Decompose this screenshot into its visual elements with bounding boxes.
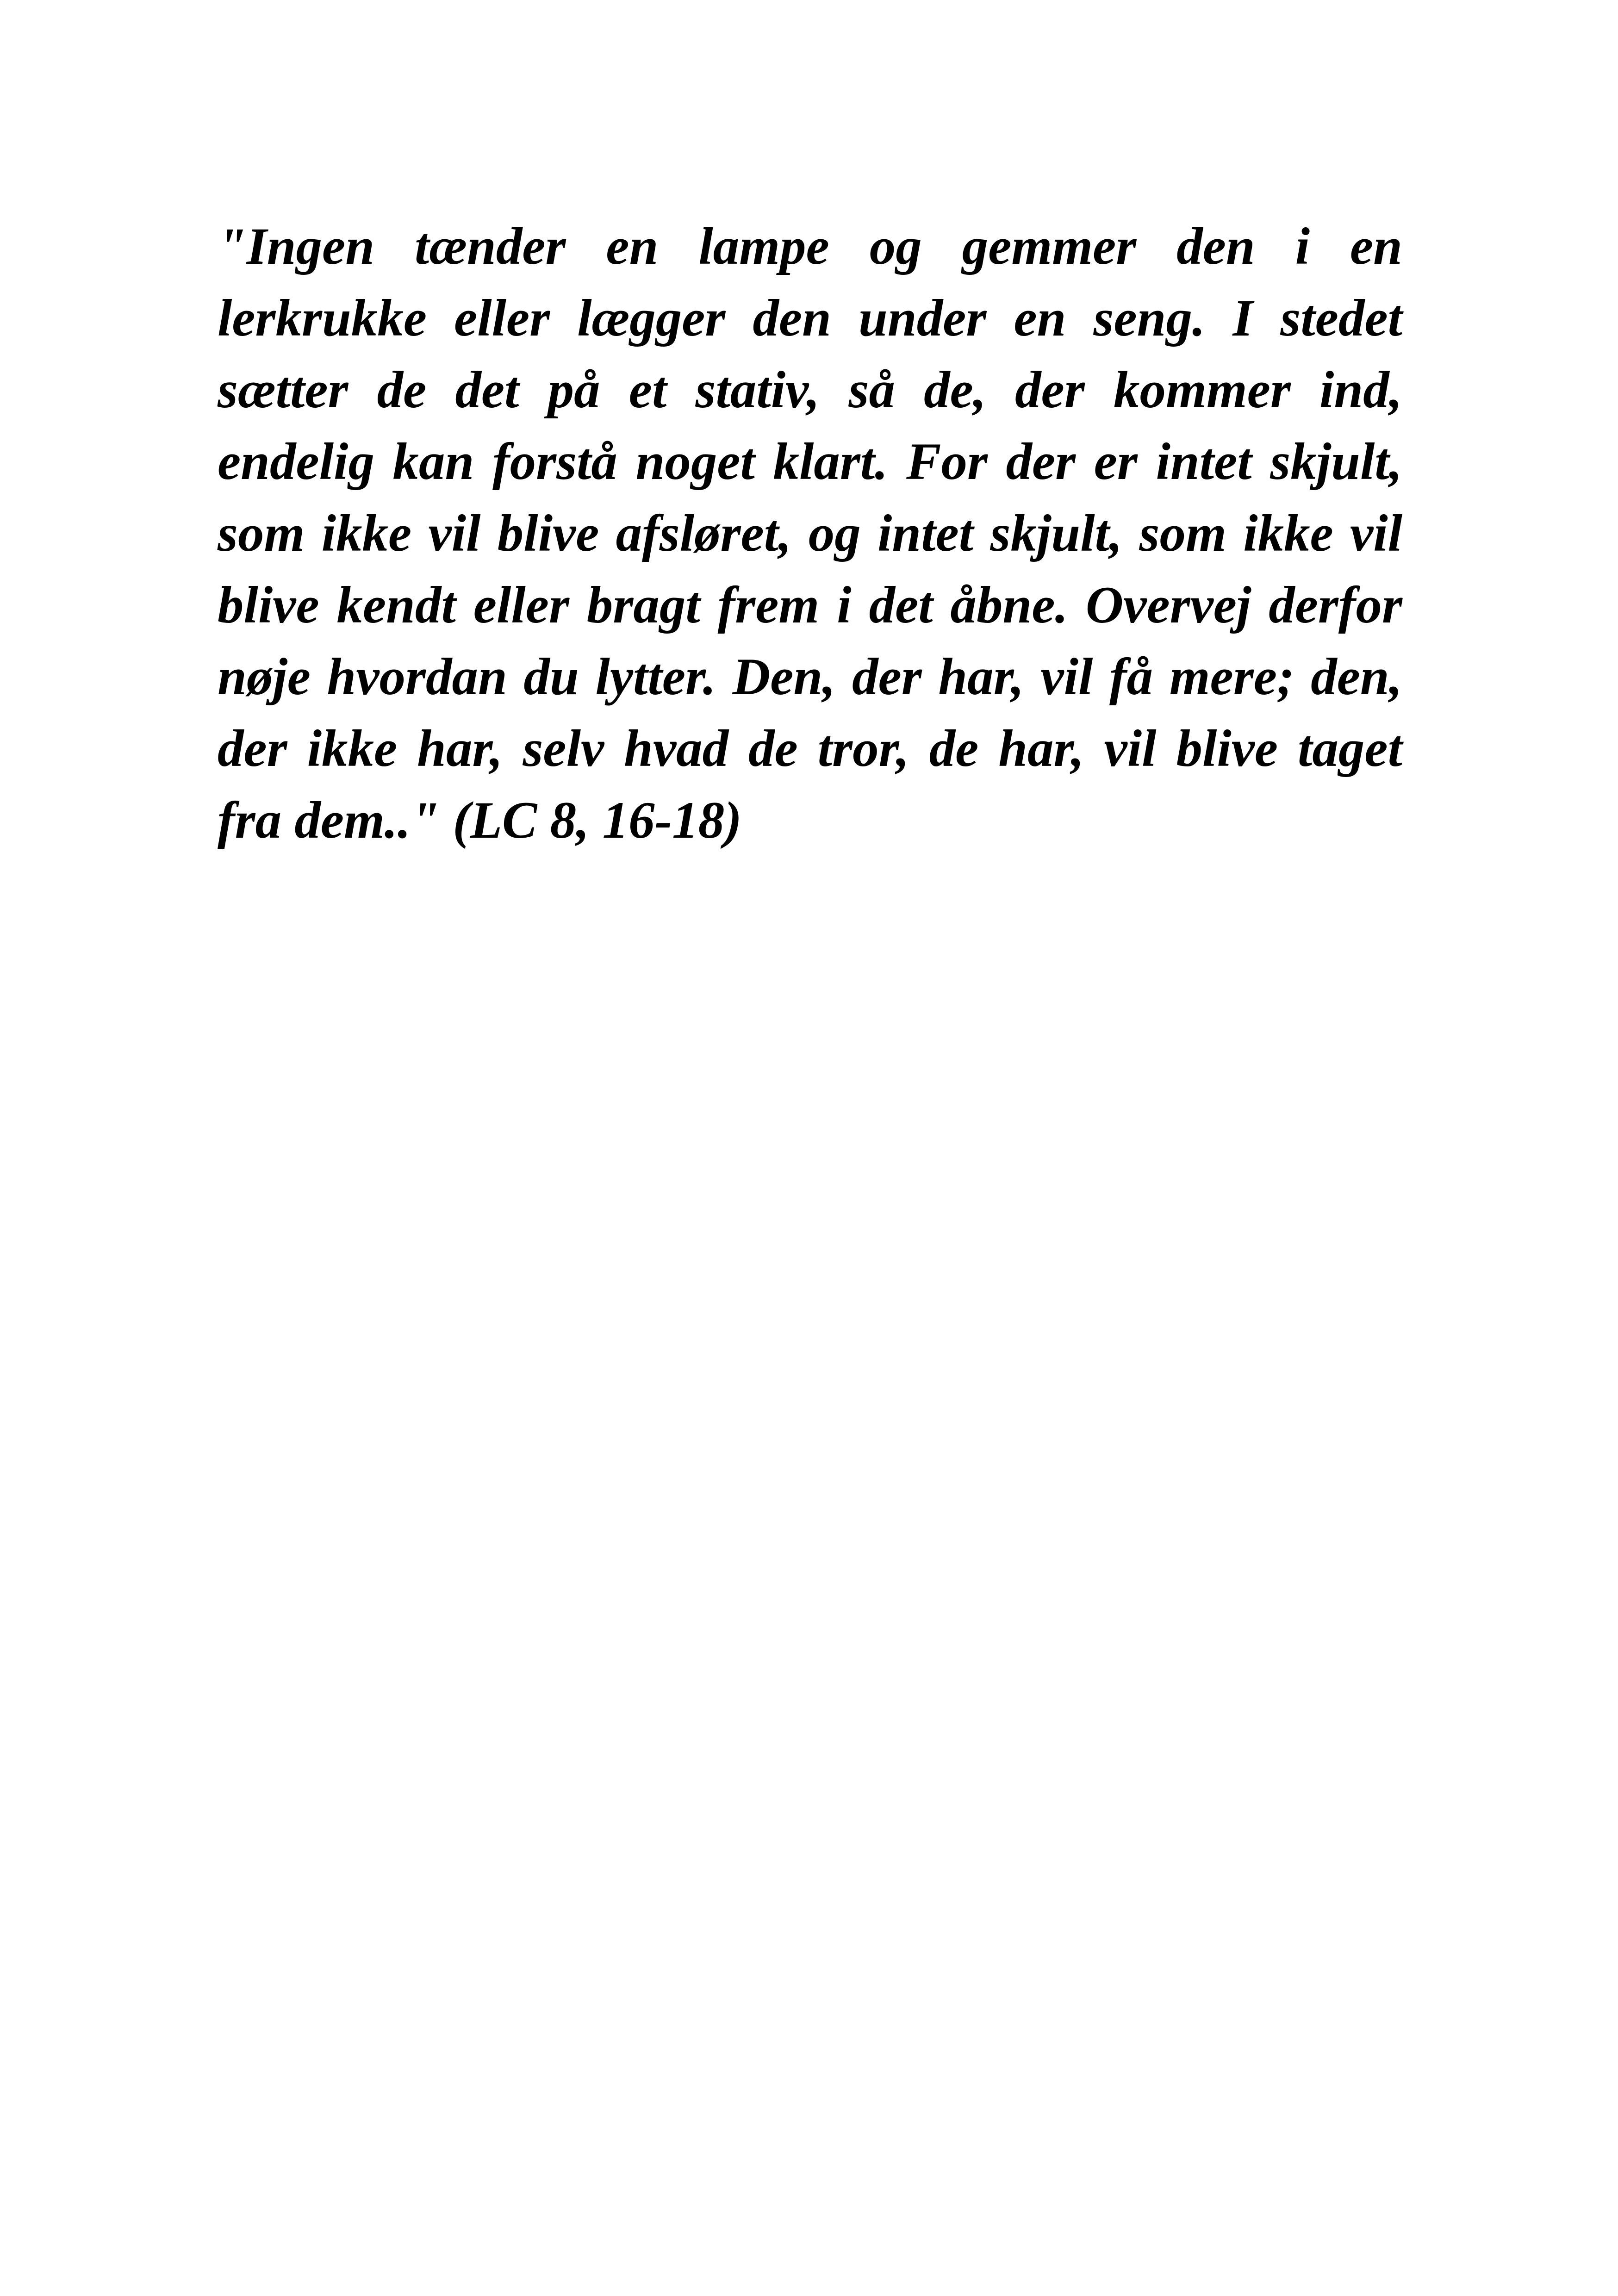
quote-line-7: nøje hvordan du lytter. Den, der har, vil få mere; den, (218, 648, 1402, 706)
quote-line-2: lerkrukke eller lægger den under en seng. I stedet (218, 289, 1402, 347)
quote-line-1: "Ingen tænder en lampe og gemmer den i en (218, 218, 1402, 275)
quote-line-3: sætter de det på et stativ, så de, der kommer ind, (218, 361, 1402, 419)
quote-line-5: som ikke vil blive afsløret, og intet skjult, som ikke vil (218, 504, 1402, 562)
quote-line-9-citation: fra dem.." (LC 8, 16-18) (218, 791, 742, 849)
scripture-quote (218, 211, 1402, 856)
quote-line-6: blive kendt eller bragt frem i det åbne. Overvej derfor (218, 576, 1402, 634)
quote-line-8: der ikke har, selv hvad de tror, de har, vil blive taget (218, 720, 1402, 778)
quote-line-4: endelig kan forstå noget klart. For der er intet skjult, (218, 433, 1402, 491)
